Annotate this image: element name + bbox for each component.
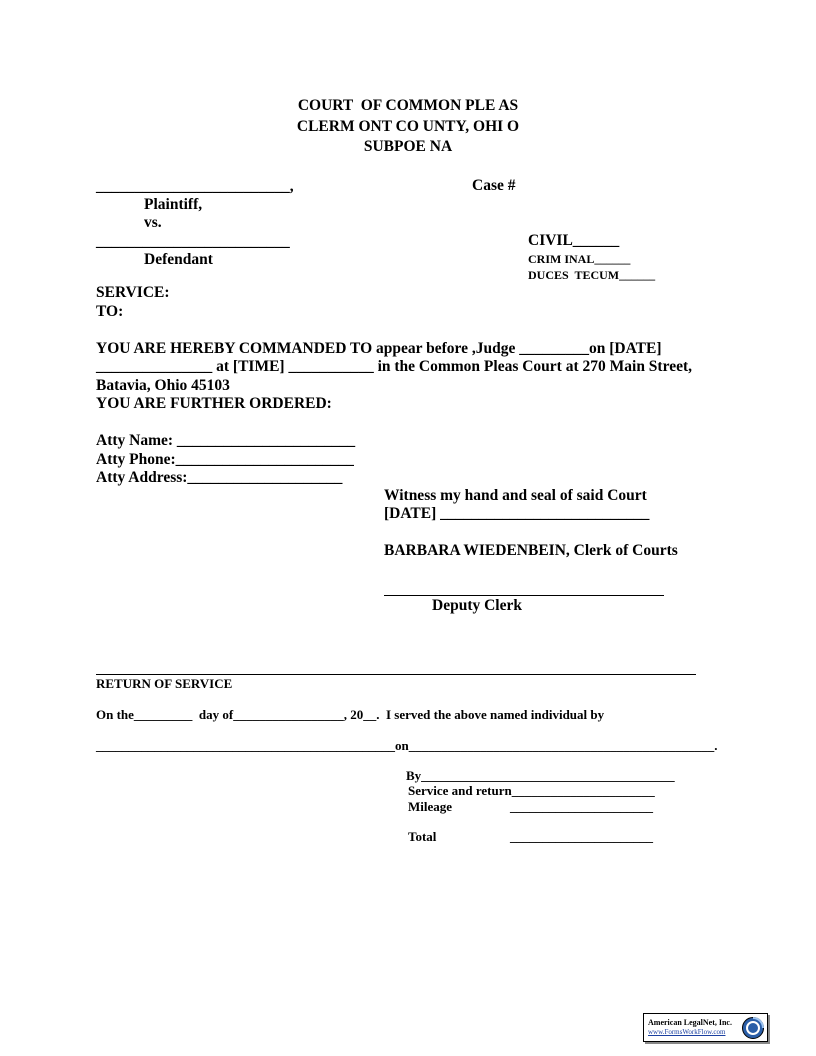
return-served-line[interactable]: On the_________ day of_________________, 20__. I served the above named individual by — [96, 707, 605, 722]
mileage-label: Mileage — [408, 799, 453, 814]
deputy-clerk-label: Deputy Clerk — [432, 597, 522, 614]
document-type-title: SUBPOE NA — [363, 138, 453, 155]
witness-date-line[interactable]: [DATE] ___________________________ — [384, 505, 650, 522]
duces-tecum-checkbox-line[interactable]: DUCES TECUM______ — [528, 268, 656, 282]
defendant-line[interactable]: _________________________ — [96, 233, 290, 250]
plaintiff-line[interactable]: _________________________, — [96, 178, 294, 195]
court-title: COURT OF COMMON PLE AS — [297, 97, 519, 114]
command-line-3: Batavia, Ohio 45103 — [96, 377, 230, 394]
civil-checkbox-line[interactable]: CIVIL______ — [528, 232, 620, 249]
clerk-of-courts: BARBARA WIEDENBEIN, Clerk of Courts — [384, 542, 678, 559]
logo-website-link[interactable]: www.FormsWorkFlow.com — [648, 1028, 726, 1036]
section-divider — [96, 674, 696, 675]
service-and-return-line[interactable]: Service and return______________________ — [408, 783, 655, 798]
command-line-1: YOU ARE HEREBY COMMANDED TO appear before ,Judge _________on [DATE] — [96, 340, 662, 357]
service-label: SERVICE: — [96, 284, 170, 301]
command-line-2: _______________ at [TIME] ___________ in the Common Pleas Court at 270 Main Street, — [96, 358, 692, 375]
further-ordered-label: YOU ARE FURTHER ORDERED: — [96, 395, 332, 412]
return-method-line[interactable]: ______________________________________________on_______________________________________________. — [96, 738, 718, 753]
case-number-label: Case # — [472, 177, 516, 194]
county-title: CLERM ONT CO UNTY, OHI O — [296, 118, 520, 135]
attorney-phone-field[interactable]: Atty Phone:_______________________ — [96, 451, 354, 468]
mileage-line[interactable]: ______________________ — [510, 799, 653, 814]
deputy-signature-line[interactable] — [384, 595, 664, 596]
witness-statement: Witness my hand and seal of said Court — [384, 487, 647, 504]
versus-label: vs. — [144, 214, 162, 231]
plaintiff-label: Plaintiff, — [144, 196, 203, 213]
served-by-line[interactable]: By_______________________________________ — [406, 768, 675, 783]
attorney-address-field[interactable]: Atty Address:____________________ — [96, 469, 343, 486]
attorney-name-field[interactable]: Atty Name: _______________________ — [96, 432, 356, 449]
defendant-label: Defendant — [144, 251, 213, 268]
logo-company-name: American LegalNet, Inc. — [648, 1018, 732, 1027]
criminal-checkbox-line[interactable]: CRIM INAL______ — [528, 252, 631, 266]
service-to-label: TO: — [96, 303, 124, 320]
total-label: Total — [408, 829, 437, 844]
total-line[interactable]: ______________________ — [510, 829, 653, 844]
return-of-service-title: RETURN OF SERVICE — [96, 676, 233, 691]
american-legalnet-logo[interactable] — [643, 1013, 768, 1042]
globe-icon — [741, 1016, 765, 1040]
